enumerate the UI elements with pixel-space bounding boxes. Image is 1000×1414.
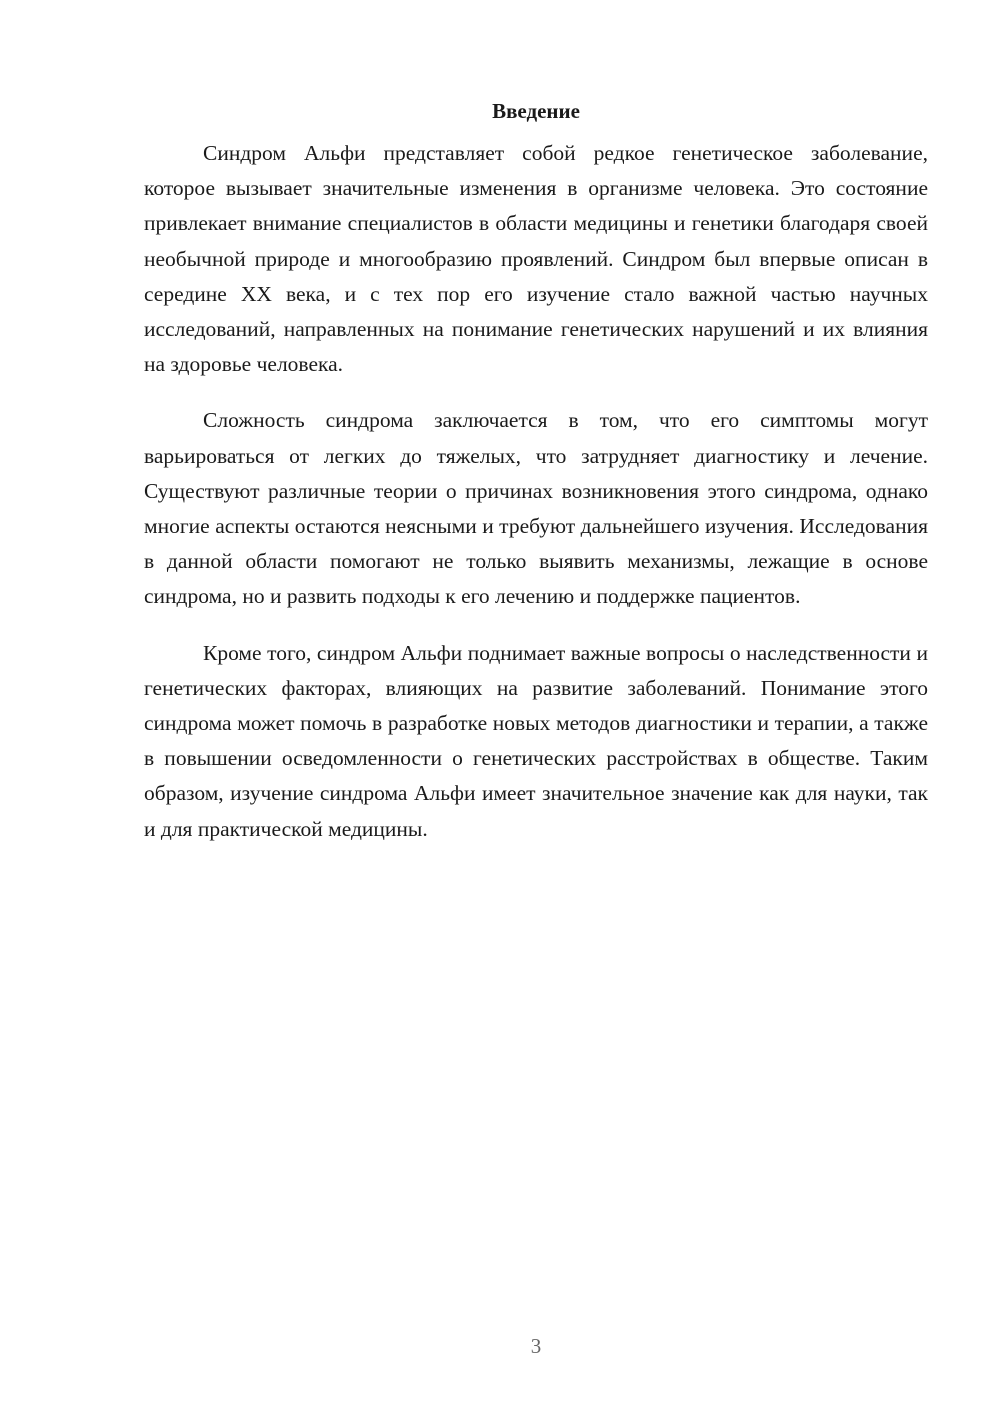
page-content — [144, 96, 928, 868]
page-number: 3 — [530, 1334, 542, 1358]
section-title: Введение — [492, 99, 580, 123]
paragraph-1: Синдром Альфи представляет собой редкое генетическое заболевание, которое вызывает значительные изменения в организме человека. Это состояние привлекает внимание специалистов в области медицины и генетики благодаря своей необычной природе и многообразию проявлений. Синдром был впервые описан в середине XX века, и с тех пор его изучение стало важной частью научных исследований, направленных на понимание генетических нарушений и их влияния на здоровье человека. — [144, 141, 928, 377]
paragraph-3: Кроме того, синдром Альфи поднимает важные вопросы о наследственности и генетических факторах, влияющих на развитие заболеваний. Понимание этого синдрома может помочь в разработке новых методов диагностики и терапии, а также в повышении осведомленности о генетических расстройствах в обществе. Таким образом, изучение синдрома Альфи имеет значительное значение как для науки, так и для практической медицины. — [144, 640, 928, 841]
paragraph-2: Сложность синдрома заключается в том, что его симптомы могут варьироваться от легких до тяжелых, что затрудняет диагностику и лечение. Существуют различные теории о причинах возникновения этого синдрома, однако многие аспекты остаются неясными и требуют дальнейшего изучения. Исследования в данной области помогают не только выявить механизмы, лежащие в основе синдрома, но и развить подходы к его лечению и поддержке пациентов. — [144, 408, 928, 609]
